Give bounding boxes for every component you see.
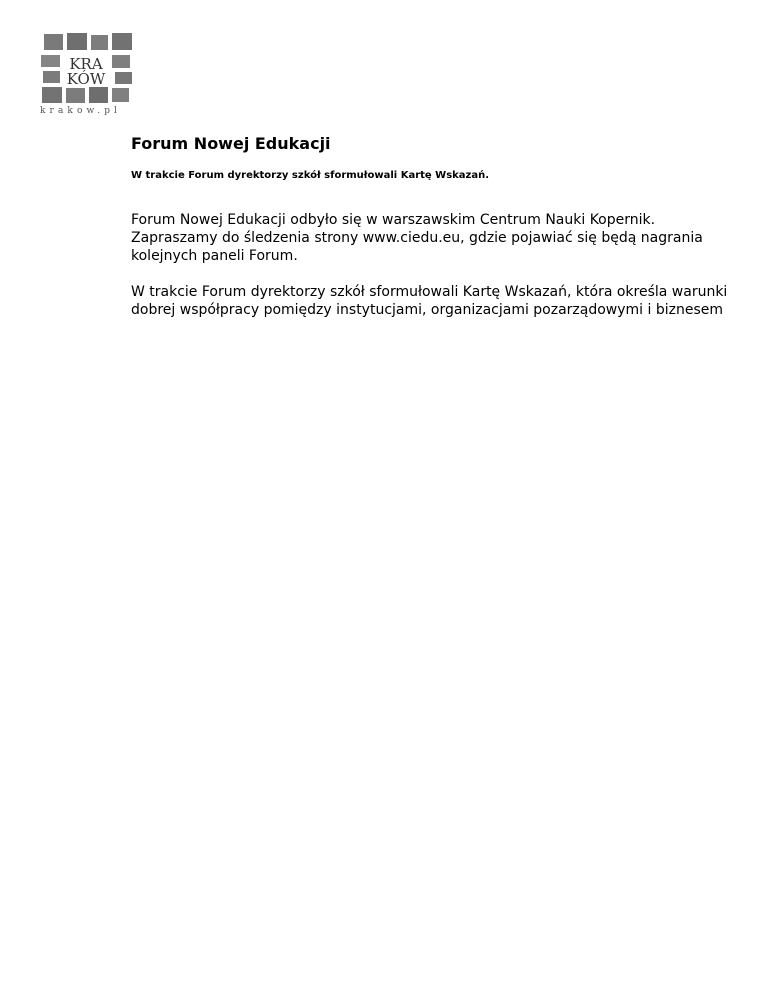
article-lead: W trakcie Forum dyrektorzy szkół sformułowali Kartę Wskazań.	[131, 170, 490, 181]
article-paragraph: Forum Nowej Edukacji odbyło się w warszawskim Centrum Nauki Kopernik. Zapraszamy do śledzenia strony www.ciedu.eu, gdzie pojawiać się będą nagrania kolejnych paneli Forum.	[131, 212, 703, 264]
article-paragraph: W trakcie Forum dyrektorzy szkół sformułowali Kartę Wskazań, która określa warunki dobrej współpracy pomiędzy instytucjami, organizacjami pozarządowymi i biznesem	[131, 284, 728, 318]
article	[131, 134, 731, 319]
logo-text-line-2: KÓW	[66, 70, 106, 88]
krakow-logo	[40, 32, 140, 122]
logo-text-line-1: KRA	[69, 55, 103, 73]
krakow-logo-mark	[40, 32, 140, 104]
article-title: Forum Nowej Edukacji	[131, 134, 331, 153]
logo-caption: krakow.pl	[40, 106, 122, 116]
